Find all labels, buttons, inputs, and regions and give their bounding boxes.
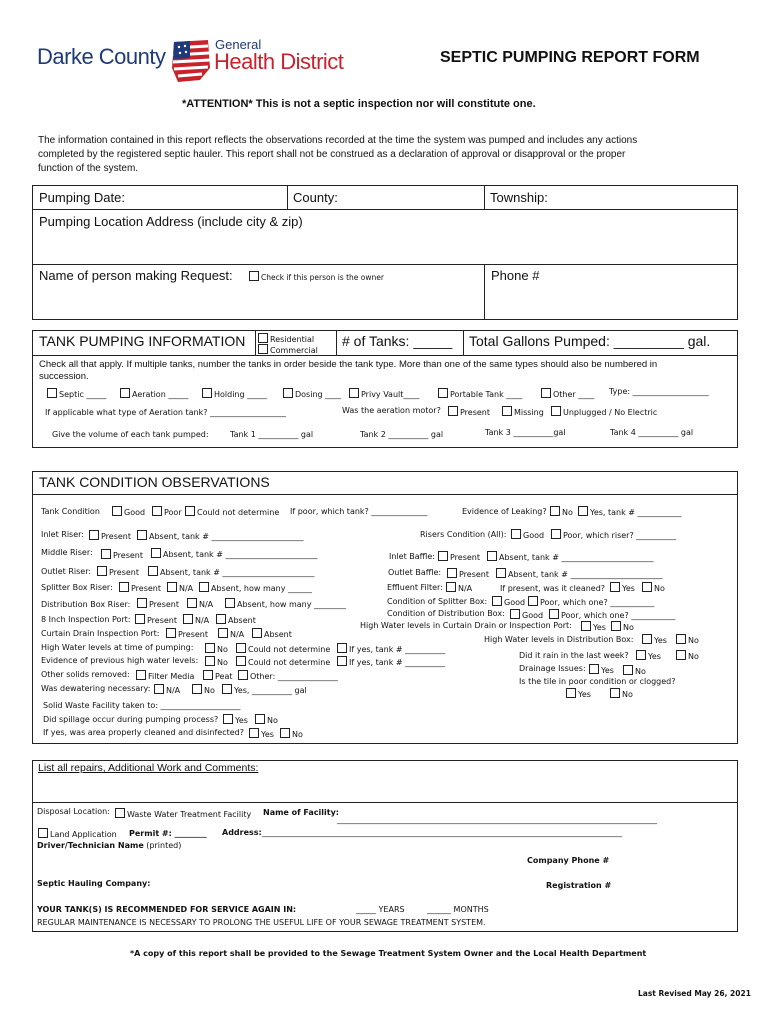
effluent-no-checkbox[interactable]: No (642, 582, 665, 593)
port-present-checkbox[interactable]: Present (135, 614, 177, 625)
port-na-checkbox[interactable]: N/A (183, 614, 209, 625)
leaking-no-checkbox[interactable]: No (550, 506, 573, 517)
company-phone-field[interactable]: Company Phone # (527, 856, 610, 865)
dist-box-good-checkbox[interactable]: Good (510, 609, 543, 620)
spillage-yes-checkbox[interactable]: Yes (223, 714, 248, 725)
solids-label: Other solids removed: (41, 670, 130, 679)
hw-pumping-label: High Water levels at time of pumping: (41, 643, 194, 652)
hw-curtain-yes-checkbox[interactable]: Yes (581, 621, 606, 632)
maintenance-note: REGULAR MAINTENANCE IS NECESSARY TO PROLONG THE USEFUL LIFE OF YOUR SEWAGE TREATMENT SYSTEM. (37, 918, 486, 927)
tank-could-not-determine-checkbox[interactable]: Could not determine (185, 506, 279, 517)
cleaned-no-checkbox[interactable]: No (280, 728, 303, 739)
hw-pumping-yes-checkbox[interactable]: If yes, tank # __________ (337, 643, 445, 654)
effluent-filter-label: Effluent Filter: (387, 583, 443, 592)
repairs-header[interactable]: List all repairs, Additional Work and Comments: (38, 762, 259, 774)
rain-no-checkbox[interactable]: No (676, 650, 699, 661)
attention-note: *ATTENTION* This is not a septic inspection nor will constitute one. (182, 98, 536, 110)
intro-line: function of the system. (38, 163, 139, 174)
evidence-leaking-label: Evidence of Leaking? (462, 507, 547, 516)
effluent-cleaned-label: If present, was it cleaned? (500, 584, 606, 593)
spillage-no-checkbox[interactable]: No (255, 714, 278, 725)
dist-na-checkbox[interactable]: N/A (187, 598, 213, 609)
inlet-riser-label: Inlet Riser: (41, 530, 84, 539)
dosing-checkbox[interactable]: Dosing ____ (283, 388, 341, 399)
hw-dist-yes-checkbox[interactable]: Yes (642, 634, 667, 645)
splitter-present-checkbox[interactable]: Present (119, 582, 161, 593)
spillage-label: Did spillage occur during pumping process? (43, 715, 219, 724)
facility-name-label: Name of Facility: (263, 808, 340, 817)
outlet-baffle-present-checkbox[interactable]: Present (447, 568, 489, 579)
poor-tank-field[interactable]: If poor, which tank? ______________ (290, 507, 428, 516)
pumping-date-field[interactable]: Pumping Date: (39, 190, 125, 205)
county-field[interactable]: County: (293, 190, 338, 205)
facility-name-field[interactable]: ________________________________________________________________________________ (337, 815, 657, 824)
curtain-port-label: Curtain Drain Inspection Port: (41, 629, 160, 638)
middle-riser-label: Middle Riser: (41, 548, 93, 557)
land-application-checkbox[interactable]: Land Application (38, 828, 117, 839)
driver-name-field[interactable]: Driver/Technician Name (printed) (37, 841, 182, 850)
cond-splitter-label: Condition of Splitter Box: (387, 597, 488, 606)
aeration-motor-question: Was the aeration motor? (342, 406, 441, 415)
observations-header: TANK CONDITION OBSERVATIONS (39, 474, 270, 490)
address-label: Address: (222, 828, 262, 837)
inlet-baffle-present-checkbox[interactable]: Present (438, 551, 480, 562)
prev-hw-yes-checkbox[interactable]: If yes, tank # __________ (337, 656, 445, 667)
dewatering-label: Was dewatering necessary: (41, 684, 151, 693)
splitter-box-poor-checkbox[interactable]: Poor, which one? ___________ (528, 596, 654, 607)
dist-box-poor-checkbox[interactable]: Poor, which one? ___________ (549, 609, 675, 620)
last-revised: Last Revised May 26, 2021 (638, 989, 751, 998)
type-field[interactable]: Type: ___________________ (609, 387, 709, 396)
outlet-riser-absent-checkbox[interactable]: Absent, tank # _______________________ (148, 566, 314, 577)
outlet-baffle-label: Outlet Baffle: (388, 568, 442, 577)
dewatering-no-checkbox[interactable]: No (192, 684, 215, 695)
tank-condition-label: Tank Condition (41, 507, 100, 516)
risers-condition-label: Risers Condition (All): (420, 530, 507, 539)
privy-vault-checkbox[interactable]: Privy Vault____ (349, 388, 419, 399)
township-field[interactable]: Township: (490, 190, 548, 205)
hw-dist-label: High Water levels in Distribution Box: (484, 635, 634, 644)
hw-curtain-label: High Water levels in Curtain Drain or Inspection Port: (360, 621, 572, 630)
dewatering-na-checkbox[interactable]: N/A (154, 684, 180, 695)
tile-label: Is the tile in poor condition or clogged? (519, 677, 676, 686)
dewatering-yes-checkbox[interactable]: Yes, __________ gal (222, 684, 307, 695)
prev-hw-label: Evidence of previous high water levels: (41, 656, 199, 665)
years-field[interactable]: _____ YEARS (356, 905, 405, 914)
tank-instructions: Check all that apply. If multiple tanks, number the tanks in order beside the tank type. More than one of the same types should also be numbered in (39, 359, 658, 370)
form-title: SEPTIC PUMPING REPORT FORM (440, 49, 700, 66)
tank-poor-checkbox[interactable]: Poor (152, 506, 182, 517)
motor-unplugged-checkbox[interactable]: Unplugged / No Electric (551, 406, 657, 417)
cond-dist-label: Condition of Distribution Box: (387, 609, 505, 618)
other-solids-checkbox[interactable]: Other: _______________ (238, 670, 338, 681)
permit-field[interactable]: Permit #: ________ (129, 829, 207, 838)
intro-line: completed by the registered septic hauler. This report shall not be construed as a declaration of approval or disapproval or the proper (38, 149, 626, 160)
inlet-riser-absent-checkbox[interactable]: Absent, tank # _______________________ (137, 530, 303, 541)
tank4-volume[interactable]: Tank 4 __________ gal (610, 428, 694, 437)
port-absent-checkbox[interactable]: Absent (216, 614, 256, 625)
tile-yes-checkbox[interactable]: Yes (566, 688, 591, 699)
disposal-address-field[interactable]: __________________________________________________________________________________________ (262, 828, 622, 837)
tank2-volume[interactable]: Tank 2 __________ gal (360, 430, 444, 439)
wwtf-checkbox[interactable]: Waste Water Treatment Facility (115, 808, 251, 819)
curtain-na-checkbox[interactable]: N/A (218, 628, 244, 639)
tank-pumping-header: TANK PUMPING INFORMATION (39, 333, 246, 349)
aeration-type-field[interactable]: If applicable what type of Aeration tank? ___________________ (45, 408, 286, 417)
holding-checkbox[interactable]: Holding _____ (202, 388, 267, 399)
motor-missing-checkbox[interactable]: Missing (502, 406, 544, 417)
filter-media-checkbox[interactable]: Filter Media (136, 670, 194, 681)
outlet-baffle-absent-checkbox[interactable]: Absent, tank # _______________________ (496, 568, 662, 579)
request-info-table (32, 185, 738, 320)
tank3-volume[interactable]: Tank 3 __________gal (485, 428, 566, 437)
recommend-label: YOUR TANK(S) IS RECOMMENDED FOR SERVICE AGAIN IN: (37, 905, 297, 914)
solid-waste-field[interactable]: Solid Waste Facility taken to: ____________________ (43, 701, 241, 710)
other-type-checkbox[interactable]: Other ____ (541, 388, 594, 399)
dist-absent-checkbox[interactable]: Absent, how many ________ (225, 598, 346, 609)
risers-poor-checkbox[interactable]: Poor, which riser? __________ (551, 529, 676, 540)
drainage-yes-checkbox[interactable]: Yes (589, 664, 614, 675)
tank1-volume[interactable]: Tank 1 __________ gal (230, 430, 314, 439)
splitter-riser-label: Splitter Box Riser: (41, 583, 113, 592)
hw-pumping-no-checkbox[interactable]: No (205, 643, 228, 654)
logo-general: General (215, 37, 262, 52)
motor-present-checkbox[interactable]: Present (448, 406, 490, 417)
address-field[interactable]: Pumping Location Address (include city & zip) (39, 214, 303, 229)
effluent-na-checkbox[interactable]: N/A (446, 582, 472, 593)
logo-county: Darke County (37, 44, 166, 69)
tile-no-checkbox[interactable]: No (610, 688, 633, 699)
ohio-flag-icon (170, 38, 212, 84)
septic-checkbox[interactable]: Septic _____ (47, 388, 106, 399)
curtain-present-checkbox[interactable]: Present (166, 628, 208, 639)
volume-label: Give the volume of each tank pumped: (52, 430, 209, 439)
cleaned-yes-checkbox[interactable]: Yes (249, 728, 274, 739)
middle-riser-absent-checkbox[interactable]: Absent, tank # _______________________ (151, 548, 317, 559)
peat-checkbox[interactable]: Peat (203, 670, 233, 681)
logo-health-district: Health District (214, 49, 344, 74)
risers-good-checkbox[interactable]: Good (511, 529, 544, 540)
hw-dist-no-checkbox[interactable]: No (676, 634, 699, 645)
dist-present-checkbox[interactable]: Present (137, 598, 179, 609)
commercial-checkbox[interactable]: Commercial (258, 344, 318, 355)
total-gallons-field[interactable]: Total Gallons Pumped: _________ gal. (469, 333, 711, 349)
middle-riser-present-checkbox[interactable]: Present (101, 549, 143, 560)
drainage-label: Drainage Issues: (519, 664, 586, 673)
splitter-na-checkbox[interactable]: N/A (167, 582, 193, 593)
curtain-absent-checkbox[interactable]: Absent (252, 628, 292, 639)
port-8in-label: 8 Inch Inspection Port: (41, 615, 131, 624)
hw-pumping-cnd-checkbox[interactable]: Could not determine (236, 643, 330, 654)
leaking-yes-checkbox[interactable]: Yes, tank # ___________ (578, 506, 682, 517)
splitter-absent-checkbox[interactable]: Absent, how many ______ (199, 582, 312, 593)
cleaned-label: If yes, was area properly cleaned and disinfected? (43, 728, 244, 737)
owner-checkbox[interactable]: Check if this person is the owner (249, 271, 384, 282)
tank-good-checkbox[interactable]: Good (112, 506, 145, 517)
prev-hw-no-checkbox[interactable]: No (205, 656, 228, 667)
disposal-label: Disposal Location: (37, 807, 110, 816)
dist-riser-label: Distribution Box Riser: (41, 600, 131, 609)
splitter-box-good-checkbox[interactable]: Good (492, 596, 525, 607)
outlet-riser-present-checkbox[interactable]: Present (97, 566, 139, 577)
inlet-riser-present-checkbox[interactable]: Present (89, 530, 131, 541)
months-field[interactable]: ______ MONTHS (427, 905, 489, 914)
portable-tank-checkbox[interactable]: Portable Tank ____ (438, 388, 522, 399)
hauling-company-field[interactable]: Septic Hauling Company: (37, 879, 151, 888)
registration-field[interactable]: Registration # (546, 881, 612, 890)
num-tanks-field[interactable]: # of Tanks: _____ (342, 333, 453, 349)
intro-line: The information contained in this report reflects the observations recorded at the time the system was pumped and includes any actions (38, 135, 638, 146)
requester-name-field[interactable]: Name of person making Request: (39, 268, 233, 283)
tank-instructions: succession. (39, 371, 89, 382)
hw-curtain-no-checkbox[interactable]: No (611, 621, 634, 632)
effluent-yes-checkbox[interactable]: Yes (610, 582, 635, 593)
rain-label: Did it rain in the last week? (519, 651, 629, 660)
inlet-baffle-absent-checkbox[interactable]: Absent, tank # _______________________ (487, 551, 653, 562)
outlet-riser-label: Outlet Riser: (41, 567, 92, 576)
aeration-checkbox[interactable]: Aeration _____ (120, 388, 188, 399)
drainage-no-checkbox[interactable]: No (623, 665, 646, 676)
phone-field[interactable]: Phone # (491, 268, 540, 283)
prev-hw-cnd-checkbox[interactable]: Could not determine (236, 656, 330, 667)
residential-checkbox[interactable]: Residential (258, 333, 314, 344)
copy-note: *A copy of this report shall be provided to the Sewage Treatment System Owner and the Local Health Department (130, 949, 647, 958)
inlet-baffle-label: Inlet Baffle: (389, 552, 435, 561)
rain-yes-checkbox[interactable]: Yes (636, 650, 661, 661)
